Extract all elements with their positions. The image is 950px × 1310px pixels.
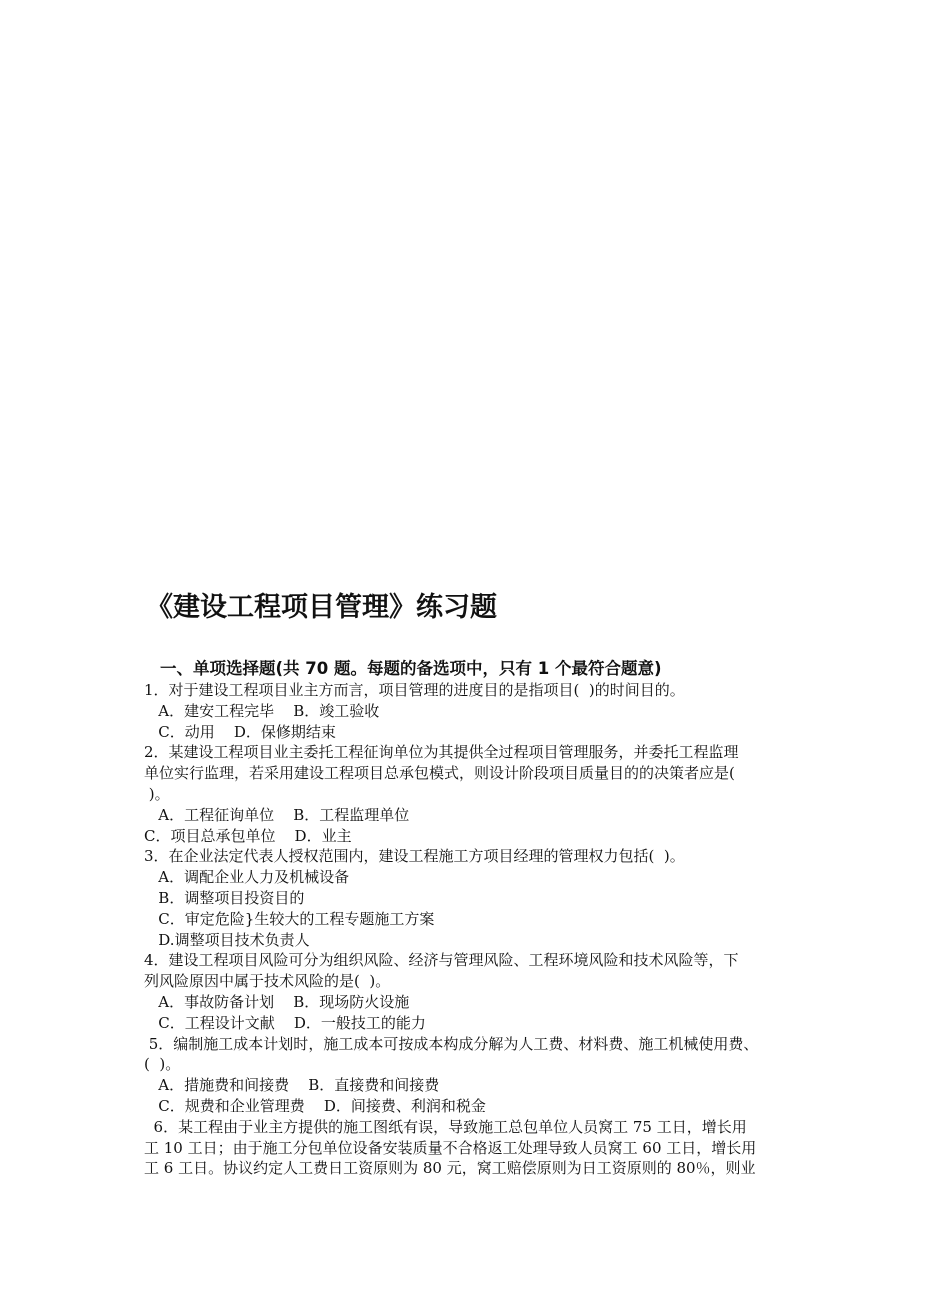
- question-text-line: 单位实行监理，若采用建设工程项目总承包模式，则设计阶段项目质量目的的决策者应是(: [144, 764, 735, 783]
- question-text-line: 工 10 工日；由于施工分包单位设备安装质量不合格返工处理导致人员窝工 60 工日，增长用: [144, 1138, 757, 1157]
- question-text-line: )。: [144, 784, 170, 803]
- option-line: D.调整项目技术负责人: [144, 930, 310, 949]
- option-line: A．工程征询单位 B．工程监理单位: [144, 805, 410, 824]
- option-line: A．事故防备计划 B．现场防火设施: [144, 992, 410, 1011]
- question-text-line: 工 6 工日。协议约定人工费日工资原则为 80 元，窝工赔偿原则为日工资原则的 80％，则业: [144, 1159, 756, 1178]
- question-text-line: 6．某工程由于业主方提供的施工图纸有误，导致施工总包单位人员窝工 75 工日，增长用: [144, 1117, 747, 1136]
- option-line: C．工程设计文献 D．一般技工的能力: [144, 1013, 426, 1032]
- question-body: [144, 680, 824, 1179]
- option-line: A．建安工程完毕 B．竣工验收: [144, 701, 380, 720]
- question-text-line: ( )。: [144, 1055, 181, 1074]
- option-line: C．动用 D．保修期结束: [144, 722, 336, 741]
- option-line: A．措施费和间接费 B．直接费和间接费: [144, 1076, 440, 1095]
- question-text-line: 3．在企业法定代表人授权范围内，建设工程施工方项目经理的管理权力包括( )。: [144, 847, 685, 866]
- question-text-line: 5．编制施工成本计划时，施工成本可按成本构成分解为人工费、材料费、施工机械使用费、: [144, 1034, 759, 1053]
- question-text-line: 2．某建设工程项目业主委托工程征询单位为其提供全过程项目管理服务，并委托工程监理: [144, 743, 739, 762]
- question-text-line: 列风险原因中属于技术风险的是( )。: [144, 972, 391, 991]
- section-heading: 一、单项选择题(共 70 题。每题的备选项中，只有 1 个最符合题意): [160, 659, 662, 678]
- option-line: A．调配企业人力及机械设备: [144, 868, 350, 887]
- option-line: C．审定危险}生较大的工程专题施工方案: [144, 909, 435, 928]
- option-line: C．项目总承包单位 D．业主: [144, 826, 352, 845]
- option-line: C．规费和企业管理费 D．间接费、利润和税金: [144, 1096, 486, 1115]
- document-title: 《建设工程项目管理》练习题: [146, 592, 497, 623]
- option-line: B．调整项目投资目的: [144, 888, 305, 907]
- question-text-line: 1．对于建设工程项目业主方而言，项目管理的进度目的是指项目( )的时间目的。: [144, 681, 685, 699]
- question-text-line: 4．建设工程项目风险可分为组织风险、经济与管理风险、工程环境风险和技术风险等，下: [144, 951, 739, 970]
